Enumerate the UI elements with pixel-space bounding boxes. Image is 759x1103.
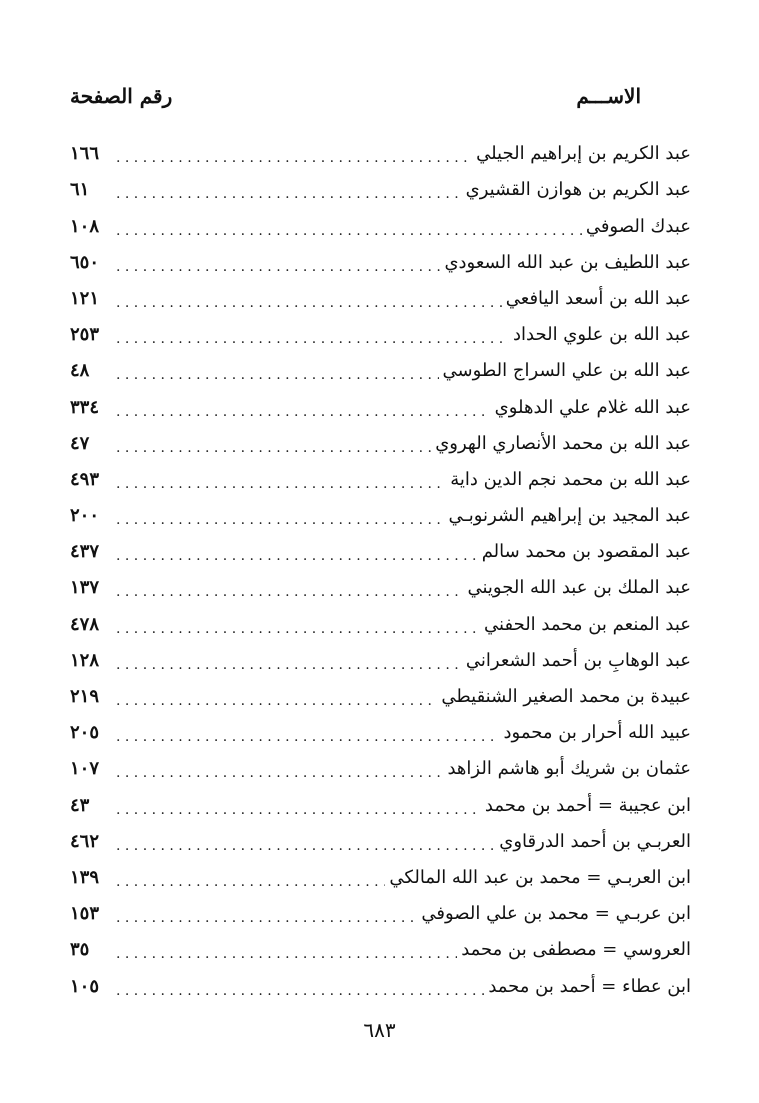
index-header [70, 84, 641, 114]
entry-page-number: ٤٩٣ [70, 468, 100, 490]
dot-leader [116, 144, 472, 172]
entry-name: العربـي بن أحمد الدرقاوي [499, 830, 691, 852]
entry-page-number: ٣٥ [70, 939, 90, 961]
entry-name: ابن عطاء = أحمد بن محمد [488, 975, 691, 997]
entry-name: عبد المجيد بن إبراهيم الشرنوبـي [448, 505, 691, 527]
dot-leader [116, 289, 502, 317]
index-entry [70, 281, 691, 317]
entry-page-number: ٤٧٨ [70, 613, 100, 635]
dot-leader [116, 434, 431, 462]
entry-page-number: ٢٠٠ [70, 505, 100, 527]
index-entry [70, 679, 691, 715]
index-entry [70, 896, 691, 932]
entry-name: ابن عربـي = محمد بن علي الصوفي [421, 903, 691, 925]
dot-leader [116, 506, 444, 534]
entry-name: ابن عجيبة = أحمد بن محمد [484, 794, 691, 816]
entry-name: عبد اللطيف بن عبد الله السعودي [444, 251, 691, 273]
index-entry [70, 824, 691, 860]
entry-page-number: ١٣٧ [70, 577, 100, 599]
dot-leader [116, 253, 440, 281]
name-column-heading: الاســـم [576, 84, 641, 108]
dot-leader [116, 796, 481, 824]
index-entry [70, 570, 691, 606]
dot-leader [116, 615, 480, 643]
index-entry [70, 172, 691, 208]
entry-name: عبد الله بن علوي الحداد [513, 324, 691, 346]
dot-leader [116, 542, 478, 570]
index-entry [70, 245, 691, 281]
index-entry [70, 353, 691, 389]
entry-page-number: ٢٥٣ [70, 324, 100, 346]
entry-page-number: ٦١ [70, 179, 90, 201]
index-entry-list [70, 136, 691, 1005]
index-entry [70, 498, 691, 534]
index-entry [70, 534, 691, 570]
entry-page-number: ١٣٩ [70, 866, 100, 888]
entry-page-number: ٢٠٥ [70, 722, 100, 744]
entry-name: عبد الله بن محمد نجم الدين داية [450, 468, 691, 490]
dot-leader [116, 868, 385, 896]
dot-leader [116, 904, 417, 932]
entry-name: العروسي = مصطفى بن محمد [461, 939, 691, 961]
page-number-column-heading: رقم الصفحة [70, 84, 173, 108]
entry-name: عبد الكريم بن إبراهيم الجيلي [476, 143, 691, 165]
dot-leader [116, 361, 439, 389]
entry-name: ابن العربـي = محمد بن عبد الله المالكي [389, 866, 691, 888]
dot-leader [116, 217, 582, 245]
entry-name: عبد المنعم بن محمد الحفني [484, 613, 691, 635]
dot-leader [116, 940, 457, 968]
dot-leader [116, 687, 437, 715]
dot-leader [116, 977, 484, 1005]
dot-leader [116, 723, 500, 751]
entry-name: عبد الله غلام علي الدهلوي [494, 396, 691, 418]
index-entry [70, 462, 691, 498]
entry-name: عبد الملك بن عبد الله الجويني [467, 577, 691, 599]
entry-page-number: ١٠٨ [70, 215, 100, 237]
dot-leader [116, 470, 446, 498]
entry-page-number: ١٠٧ [70, 758, 100, 780]
entry-page-number: ٤٦٢ [70, 830, 100, 852]
entry-name: عبيدة بن محمد الصغير الشنقيطي [441, 686, 691, 707]
entry-name: عثمان بن شريك أبو هاشم الزاهد [447, 758, 691, 780]
entry-page-number: ١٢١ [70, 287, 100, 309]
entry-name: عبد المقصود بن محمد سالم [481, 541, 691, 563]
index-entry [70, 715, 691, 751]
index-entry [70, 389, 691, 425]
entry-page-number: ٤٧ [70, 432, 90, 454]
entry-name: عبد الله بن علي السراج الطوسي [442, 360, 691, 382]
dot-leader [116, 578, 463, 606]
index-entry [70, 317, 691, 353]
entry-name: عبد الله بن محمد الأنصاري الهروي [435, 432, 691, 454]
index-entry [70, 606, 691, 642]
index-entry [70, 751, 691, 787]
dot-leader [116, 832, 495, 860]
index-entry [70, 426, 691, 462]
dot-leader [116, 325, 509, 353]
entry-name: عبد الوهابِ بن أحمد الشعراني [465, 649, 691, 671]
entry-page-number: ٤٨ [70, 360, 90, 382]
entry-name: عبد الله بن أسعد اليافعي [505, 287, 691, 309]
entry-page-number: ١٦٦ [70, 143, 100, 165]
index-entry [70, 643, 691, 679]
entry-name: عبد الكريم بن هوازن القشيري [465, 179, 691, 201]
entry-page-number: ١٥٣ [70, 903, 100, 925]
entry-page-number: ٤٣٧ [70, 541, 100, 563]
dot-leader [116, 180, 462, 208]
index-entry [70, 208, 691, 244]
entry-name: عبيد الله أحرار بن محمود [503, 722, 691, 744]
dot-leader [116, 759, 443, 787]
index-entry [70, 787, 691, 823]
dot-leader [116, 398, 491, 426]
index-entry [70, 968, 691, 1004]
page-folio-number: ٦٨٣ [363, 1018, 396, 1042]
index-entry [70, 860, 691, 896]
entry-page-number: ١٠٥ [70, 975, 100, 997]
entry-name: عبدك الصوفي [585, 215, 691, 237]
index-entry [70, 136, 691, 172]
dot-leader [116, 651, 462, 679]
entry-page-number: ٣٣٤ [70, 396, 100, 418]
entry-page-number: ٢١٩ [70, 686, 100, 707]
entry-page-number: ٦٥٠ [70, 251, 100, 273]
index-entry [70, 932, 691, 968]
entry-page-number: ٤٣ [70, 794, 90, 816]
entry-page-number: ١٢٨ [70, 649, 100, 671]
